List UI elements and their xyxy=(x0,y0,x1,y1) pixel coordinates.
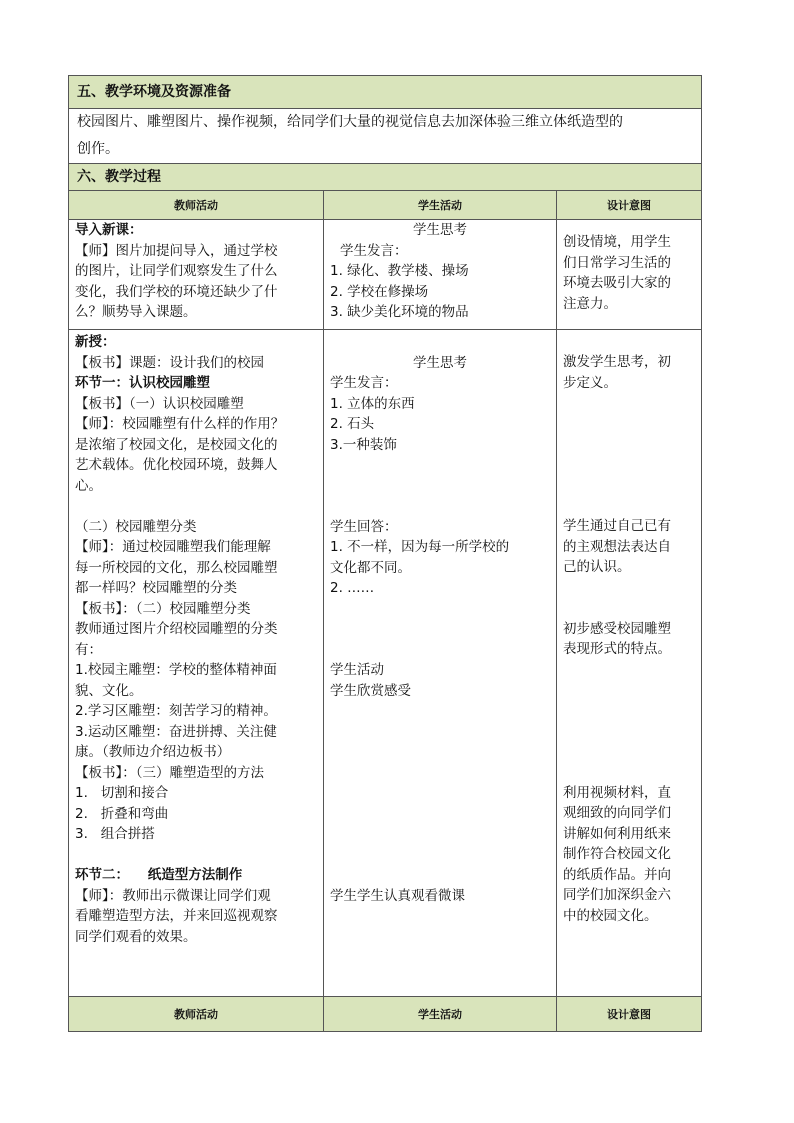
row2-student-line: 1. 立体的东西 xyxy=(330,395,415,412)
row2-teacher-line: 同学们观看的效果。 xyxy=(75,928,197,945)
row2-teacher-line: 3.运动区雕塑：奋进拼搏、关注健 xyxy=(75,723,277,740)
row2-design-line: 讲解如何利用纸来 xyxy=(563,825,671,842)
row2-student-line: 学生回答： xyxy=(330,518,398,535)
row2-student-line: 学生活动 xyxy=(330,662,384,678)
row2-student-line: 2. …… xyxy=(330,580,375,596)
section5-line-2: 创作。 xyxy=(77,141,119,157)
row2-teacher-line: 都一样吗？校园雕塑的分类 xyxy=(75,580,237,596)
row1-teacher-line: 变化，我们学校的环境还缺少了什 xyxy=(75,283,278,300)
row2-teacher xyxy=(69,330,324,997)
footer-header-design: 设计意图 xyxy=(557,997,702,1032)
row2-student-think: 学生思考 xyxy=(413,354,467,371)
header-design: 设计意图 xyxy=(557,191,702,220)
row2-teacher-title: 新授： xyxy=(75,334,116,350)
row2-teacher-line: 2.学习区雕塑：刻苦学习的精神。 xyxy=(75,703,277,719)
row2-teacher-line: 教师通过图片介绍校园雕塑的分类 xyxy=(75,621,278,637)
row2-teacher-line: 有： xyxy=(75,641,102,658)
row2-design-line: 利用视频材料，直 xyxy=(563,784,671,801)
row2-teacher-line: 心。 xyxy=(75,477,102,494)
row2-teacher-line: （二）校园雕塑分类 xyxy=(75,518,197,535)
row2-design-line: 同学们加深织金六 xyxy=(563,887,671,903)
row2-design-line: 的主观想法表达自 xyxy=(563,538,671,555)
row2-design-line: 学生通过自己已有 xyxy=(563,518,671,534)
row2-design-line: 己的认识。 xyxy=(563,559,631,575)
row1-student-title: 学生思考 xyxy=(413,222,467,238)
footer-header-teacher: 教师活动 xyxy=(69,997,324,1032)
row1-design-line: 们日常学习生活的 xyxy=(563,254,671,271)
row2-teacher-line: 1. 切割和接合 xyxy=(75,785,169,801)
row1-student-line: 3. 缺少美化环境的物品 xyxy=(330,304,469,320)
row2-teacher-line: 【板书】：（二）校园雕塑分类 xyxy=(75,600,251,617)
row2-teacher-line: 【板书】课题：设计我们的校园 xyxy=(75,354,264,371)
row2-teacher-line: 康。（教师边介绍边板书） xyxy=(75,744,231,760)
row2-design-line: 步定义。 xyxy=(563,374,617,391)
row1-design-line: 注意力。 xyxy=(563,295,617,312)
row2-teacher-line: 貌、文化。 xyxy=(75,682,143,699)
row1-teacher-line: 么？顺势导入课题。 xyxy=(75,304,197,320)
row2-design-line: 初步感受校园雕塑 xyxy=(563,620,671,637)
row2-teacher-step1: 环节一：认识校园雕塑 xyxy=(75,375,210,391)
row2-teacher-line: 1.校园主雕塑：学校的整体精神面 xyxy=(75,662,277,678)
row1-design-line: 环境去吸引大家的 xyxy=(563,275,671,291)
header-student: 学生活动 xyxy=(324,191,557,220)
section5-line-1: 校园图片、雕塑图片、操作视频，给同学们大量的视觉信息去加深体验三维立体纸造型的 xyxy=(77,114,623,130)
row2-teacher-step2: 环节二： 纸造型方法制作 xyxy=(75,867,243,883)
row2-design-line: 观细致的向同学们 xyxy=(563,805,671,821)
row2-teacher-line: 艺术载体。优化校园环境，鼓舞人 xyxy=(75,457,278,473)
row2-teacher-line: 【师】：校园雕塑有什么样的作用？ xyxy=(75,416,285,432)
row1-student-line: 2. 学校在修操场 xyxy=(330,283,429,300)
row1-teacher-line: 【师】图片加提问导入，通过学校 xyxy=(75,242,278,259)
row2-design-line: 表现形式的特点。 xyxy=(563,641,671,657)
row2-design-line: 激发学生思考，初 xyxy=(563,354,671,370)
row2-student-line: 学生发言： xyxy=(330,375,398,391)
row2-design-line: 制作符合校园文化 xyxy=(563,846,671,862)
row2-student xyxy=(324,330,557,997)
row1-teacher-title: 导入新课： xyxy=(75,222,143,238)
row2-student-line: 学生欣赏感受 xyxy=(330,682,411,699)
row2-student-line: 文化都不同。 xyxy=(330,559,411,576)
row1-design xyxy=(557,220,702,330)
row1-student-line: 1. 绿化、教学楼、操场 xyxy=(330,263,469,279)
row2-teacher-line: 【板书】（一）认识校园雕塑 xyxy=(75,395,244,412)
row2-student-line: 3.一种装饰 xyxy=(330,436,397,453)
row2-teacher-line: 看雕塑造型方法，并来回巡视观察 xyxy=(75,908,278,924)
header-teacher: 教师活动 xyxy=(69,191,324,220)
row2-teacher-line: 每一所校园的文化，那么校园雕塑 xyxy=(75,559,278,576)
row2-design-line: 的纸质作品。并向 xyxy=(563,866,671,883)
row2-teacher-line: 是浓缩了校园文化，是校园文化的 xyxy=(75,436,278,453)
section5-title: 五、教学环境及资源准备 xyxy=(69,76,702,109)
footer-header-student: 学生活动 xyxy=(324,997,557,1032)
row1-design-line: 创设情境，用学生 xyxy=(563,234,671,250)
lesson-plan-page xyxy=(68,75,701,1032)
section5-content xyxy=(69,109,702,164)
row1-student-line: 学生发言： xyxy=(340,242,408,259)
row2-student-line: 1. 不一样，因为每一所学校的 xyxy=(330,539,510,555)
row2-design xyxy=(557,330,702,997)
row2-teacher-line: 2. 折叠和弯曲 xyxy=(75,805,169,822)
row1-student xyxy=(324,220,557,330)
row2-teacher-line: 【师】：教师出示微课让同学们观 xyxy=(75,887,271,904)
row2-teacher-line: 【师】：通过校园雕塑我们能理解 xyxy=(75,539,271,555)
row1-teacher-line: 的图片，让同学们观察发生了什么 xyxy=(75,263,278,279)
row2-student-line: 学生学生认真观看微课 xyxy=(330,887,465,904)
row2-student-line: 2. 石头 xyxy=(330,416,375,432)
section6-title: 六、教学过程 xyxy=(69,164,702,191)
row2-teacher-line: 【板书】：（三）雕塑造型的方法 xyxy=(75,764,264,781)
row2-teacher-line: 3. 组合拼搭 xyxy=(75,826,155,842)
row2-design-line: 中的校园文化。 xyxy=(563,907,658,924)
row1-teacher xyxy=(69,220,324,330)
lesson-plan-table xyxy=(68,75,702,1032)
